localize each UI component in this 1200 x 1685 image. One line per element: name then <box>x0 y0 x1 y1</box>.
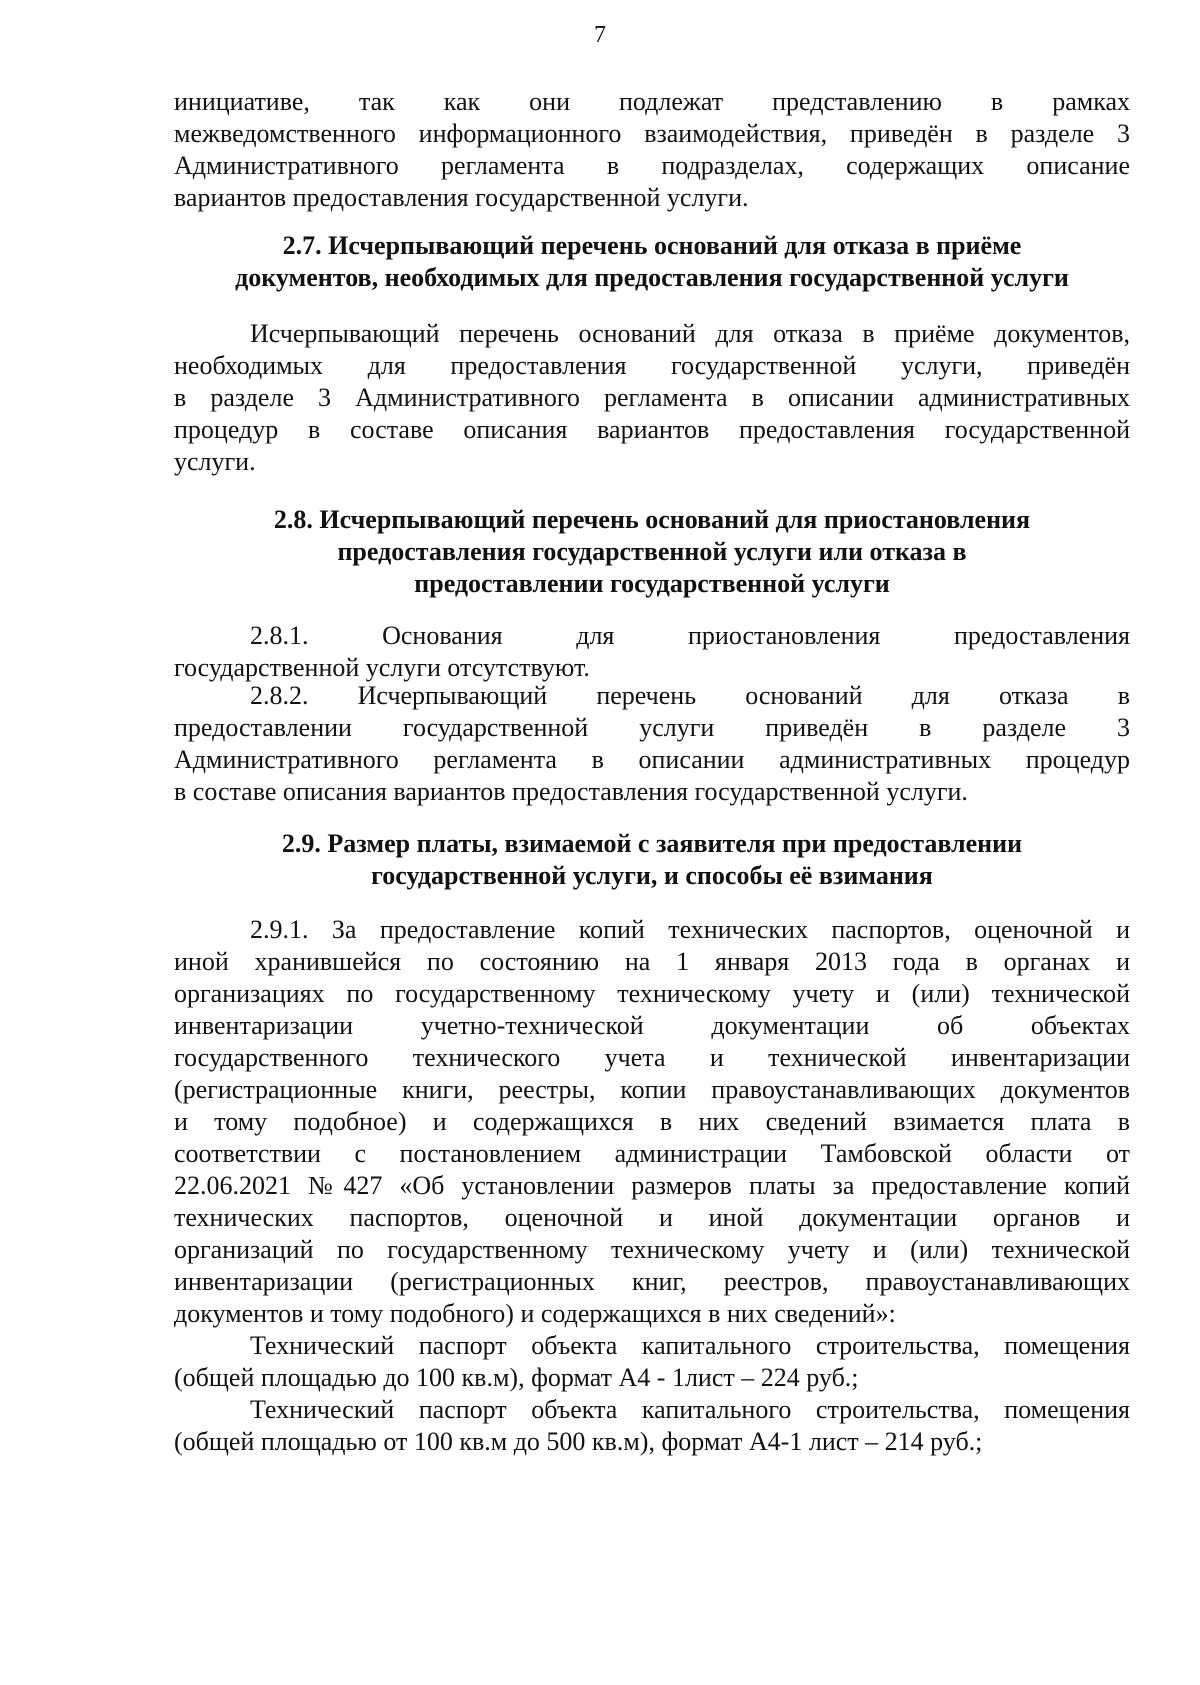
text-line: 2.9.1. За предоставление копий технических паспортов, оценочной и <box>250 915 1130 944</box>
text-line: в составе описания вариантов предоставления государственной услуги. <box>174 777 968 806</box>
heading-line: документов, необходимых для предоставления государственной услуги <box>235 263 1069 292</box>
tariff-item-2 <box>174 1394 1130 1458</box>
text-line: вариантов предоставления государственной услуги. <box>174 183 749 212</box>
text-line: предоставлении государственной услуги приведён в разделе 3 <box>174 713 1130 742</box>
section-2-8-2 <box>174 680 1130 808</box>
tariff-item-1 <box>174 1330 1130 1394</box>
text-line: соответствии с постановлением администрации Тамбовской области от <box>174 1139 1130 1168</box>
heading-line: 2.9. Размер платы, взимаемой с заявителя при предоставлении <box>281 829 1023 858</box>
text-line: 2.8.1. Основания для приостановления предоставления <box>250 621 1130 650</box>
text-line: организаций по государственному техническому учету и (или) технической <box>174 1235 1130 1264</box>
text-line: межведомственного информационного взаимодействия, приведён в разделе 3 <box>174 119 1130 148</box>
section-2-9-heading <box>174 828 1130 892</box>
section-2-8-heading <box>174 504 1130 600</box>
text-line: организациях по государственному техническому учету и (или) технической <box>174 979 1130 1008</box>
heading-line: предоставления государственной услуги или отказа в <box>337 537 967 566</box>
text-line: Административного регламента в описании административных процедур <box>174 745 1130 774</box>
section-2-7-heading <box>174 230 1130 294</box>
text-line: Технический паспорт объекта капитального строительства, помещения <box>250 1331 1130 1360</box>
heading-line: 2.8. Исчерпывающий перечень оснований для приостановления <box>273 505 1031 534</box>
section-2-7-body <box>174 318 1130 478</box>
text-line: (общей площадью до 100 кв.м), формат А4 - 1лист – 224 руб.; <box>174 1363 859 1392</box>
text-line: 22.06.2021 №427 «Об установлении размеров платы за предоставление копий <box>174 1171 1130 1200</box>
text-line: Технический паспорт объекта капитального строительства, помещения <box>250 1395 1130 1424</box>
heading-line: предоставлении государственной услуги <box>414 569 890 598</box>
text-line: необходимых для предоставления государственной услуги, приведён <box>174 351 1130 380</box>
page-number: 7 <box>594 22 606 48</box>
text-line: инициативе, так как они подлежат представлению в рамках <box>174 87 1130 116</box>
text-line: процедур в составе описания вариантов предоставления государственной <box>174 415 1130 444</box>
intro-paragraph <box>174 86 1130 214</box>
text-line: Административного регламента в подразделах, содержащих описание <box>174 151 1130 180</box>
text-line: государственного технического учета и технической инвентаризации <box>174 1043 1130 1072</box>
section-2-8-1 <box>174 620 1130 684</box>
heading-line: государственной услуги, и способы её взимания <box>371 861 933 890</box>
text-line: (регистрационные книги, реестры, копии правоустанавливающих документов <box>174 1075 1130 1104</box>
text-line: Исчерпывающий перечень оснований для отказа в приёме документов, <box>250 319 1130 348</box>
section-2-9-1 <box>174 914 1130 1330</box>
text-line: (общей площадью от 100 кв.м до 500 кв.м), формат А4-1 лист – 214 руб.; <box>174 1427 983 1456</box>
text-line: иной хранившейся по состоянию на 1 января 2013 года в органах и <box>174 947 1130 976</box>
text-line: государственной услуги отсутствуют. <box>174 653 590 682</box>
text-line: 2.8.2. Исчерпывающий перечень оснований для отказа в <box>250 681 1130 710</box>
text-line: инвентаризации (регистрационных книг, реестров, правоустанавливающих <box>174 1267 1130 1296</box>
heading-line: 2.7. Исчерпывающий перечень оснований для отказа в приёме <box>282 231 1022 260</box>
text-line: инвентаризации учетно-технической документации об объектах <box>174 1011 1130 1040</box>
text-line: технических паспортов, оценочной и иной документации органов и <box>174 1203 1130 1232</box>
text-line: в разделе 3 Административного регламента в описании административных <box>174 383 1130 412</box>
text-line: и тому подобное) и содержащихся в них сведений взимается плата в <box>174 1107 1130 1136</box>
text-line: услуги. <box>174 447 256 476</box>
text-line: документов и тому подобного) и содержащихся в них сведений»: <box>174 1299 896 1328</box>
